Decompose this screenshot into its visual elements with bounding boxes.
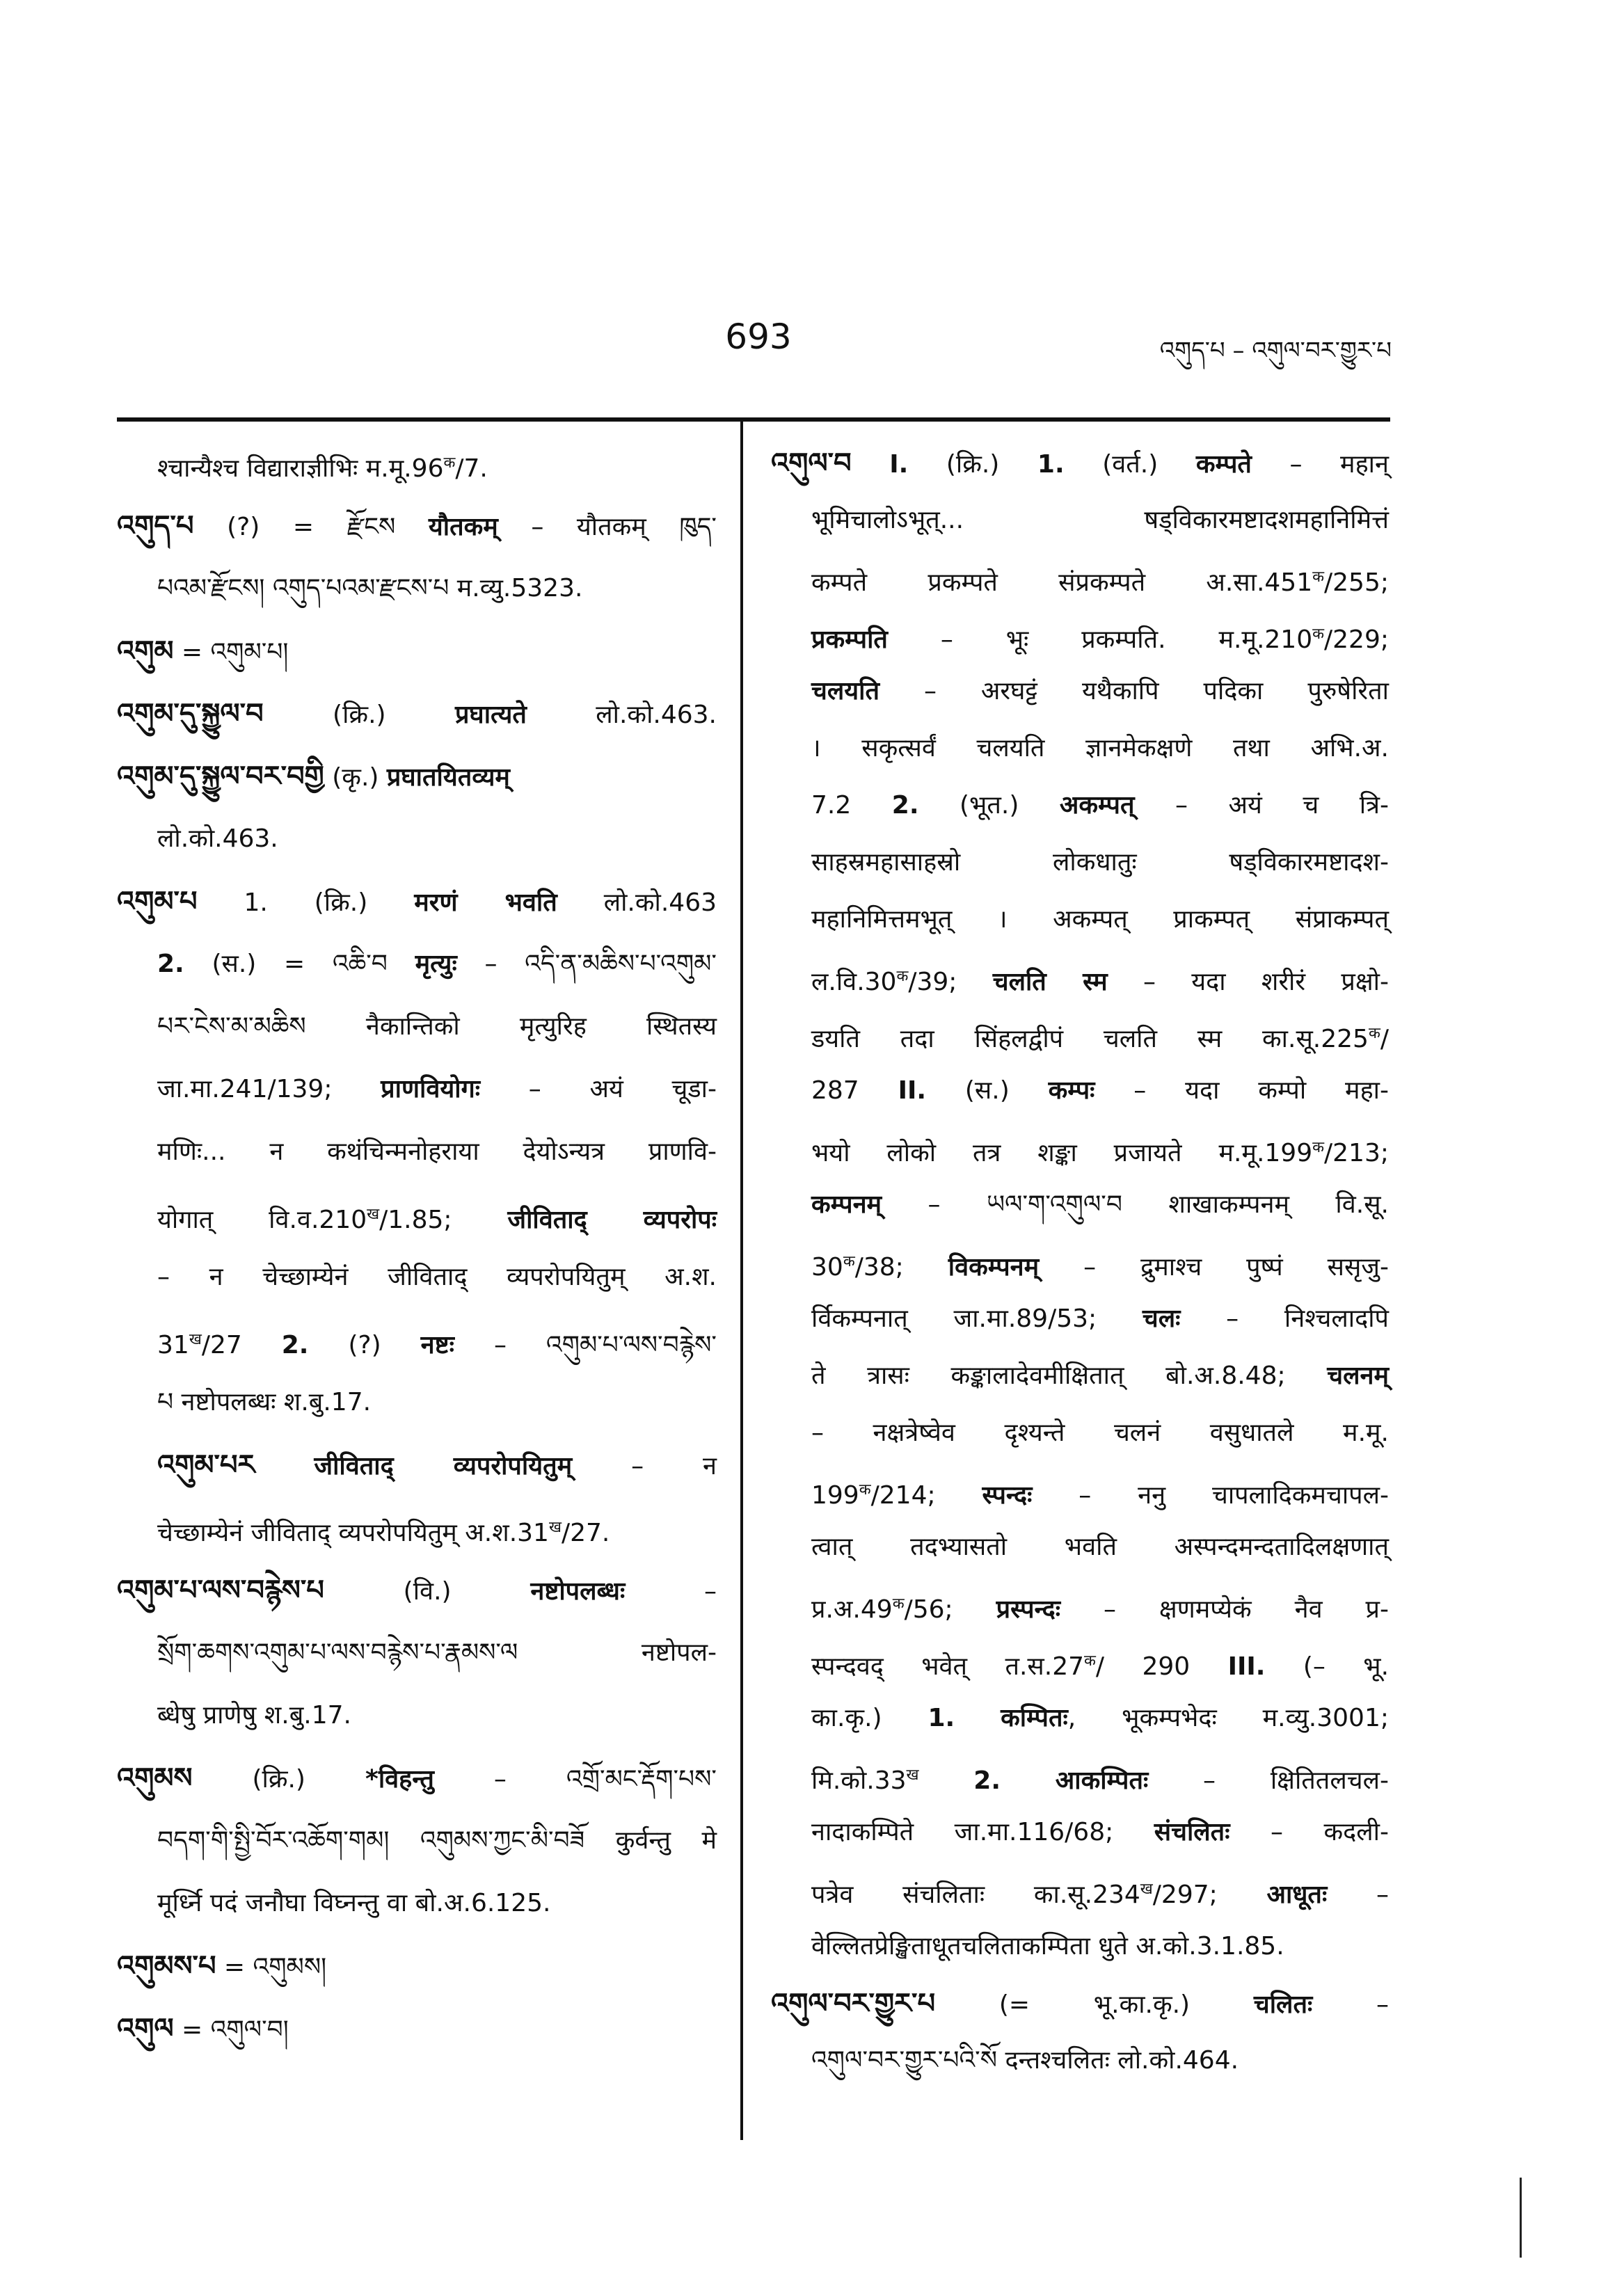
dictionary-entry-line <box>771 442 1389 500</box>
folio-side-superscript: क <box>1084 1652 1096 1670</box>
text-line <box>771 1698 1389 1755</box>
sanskrit-equivalent: चलति स्म <box>992 968 1108 996</box>
top-rule <box>117 417 1390 422</box>
text-line <box>771 1127 1389 1184</box>
line-text: 7.2 <box>811 791 892 820</box>
line-text: (क्रि.) <box>263 701 455 729</box>
line-text: – <box>625 1577 717 1606</box>
tibetan-headword: འགུམ་དུ་སྐྱུལ་བ <box>117 698 264 730</box>
line-text: – ननु चापलादिकमचापल- <box>1032 1481 1389 1510</box>
sanskrit-equivalent: 2. <box>157 950 184 978</box>
tibetan-headword: འགུལ <box>117 2013 174 2045</box>
folio-side-superscript: ख <box>189 1331 202 1348</box>
tibetan-headword: འགུལ་བ <box>771 447 852 479</box>
line-text: र्विकम्पनात् जा.मा.89/53; <box>811 1304 1143 1333</box>
dictionary-entry-line <box>117 881 717 943</box>
line-text: स्पन्दवद् भवेत् त.स.27 <box>811 1652 1085 1681</box>
text-line <box>771 728 1389 785</box>
line-text: 287 <box>811 1076 898 1105</box>
sanskrit-equivalent: 1. <box>928 1704 955 1732</box>
sanskrit-equivalent: अकम्पत् <box>1059 791 1135 820</box>
sanskrit-equivalent: चलः <box>1142 1304 1181 1333</box>
line-text: (वि.) <box>324 1577 531 1606</box>
line-text: ते त्रासः कङ्कालादेवमीक्षितात् बो.अ.8.48; <box>811 1362 1328 1390</box>
text-line <box>117 1820 717 1883</box>
line-text: /38; <box>854 1253 948 1282</box>
line-text: मणिः... न कथंचिन्मनोहराया देयोऽन्यत्र प्राणवि- <box>157 1137 717 1166</box>
line-text: – ཡལ་ག་འགུལ་བ शाखाकम्पनम् वि.सू. <box>882 1190 1389 1219</box>
line-text: नादाकम्पिते जा.मा.116/68; <box>811 1818 1154 1846</box>
tibetan-headword: འགུམ་པར <box>157 1449 255 1481</box>
sanskrit-equivalent: कम्पितः <box>1001 1704 1068 1732</box>
sanskrit-equivalent: प्रकम्पति <box>811 625 888 654</box>
line-text: – अयं चूडा- <box>480 1075 717 1103</box>
line-text: महानिमित्तमभूत् । अकम्पत् प्राकम्पत् संप्राकम्पत् <box>811 905 1389 934</box>
sanskrit-equivalent: प्रघात्यते <box>454 701 527 729</box>
sanskrit-equivalent: जीविताद् व्यपरोपयितुम् <box>314 1452 573 1480</box>
line-text: ल.वि.30 <box>811 968 897 996</box>
text-line <box>771 785 1389 842</box>
line-text <box>1001 1766 1056 1795</box>
tibetan-headword: འགུལ་བར་གྱུར་པ <box>771 1988 936 2020</box>
line-text: པར་ངེས་མ་མཆིས नैकान्तिको मृत्युरिह स्थितस्य <box>157 1012 717 1041</box>
line-text: /255; <box>1324 568 1389 597</box>
folio-side-superscript: ख <box>548 1519 562 1536</box>
line-text <box>255 1452 314 1480</box>
line-text: कम्पते प्रकम्पते संप्रकम्पते अ.सा.451 <box>811 568 1313 597</box>
folio-side-superscript: क <box>859 1481 871 1499</box>
folio-side-superscript: क <box>843 1253 855 1270</box>
sanskrit-equivalent: कम्पनम् <box>811 1190 882 1219</box>
text-line <box>771 1355 1389 1412</box>
text-line <box>117 1883 717 1945</box>
text-line <box>771 614 1389 671</box>
dictionary-entry-line <box>117 1570 717 1632</box>
text-line <box>117 1319 717 1382</box>
sanskrit-equivalent: 2. <box>973 1766 1001 1795</box>
text-line <box>117 1069 717 1131</box>
sanskrit-equivalent: संचलितः <box>1154 1818 1230 1846</box>
dictionary-entry-line <box>117 630 717 693</box>
line-text: – क्षितितलचल- <box>1148 1766 1389 1795</box>
line-text: – निश्चलादपि <box>1180 1304 1389 1333</box>
text-line <box>117 1444 717 1507</box>
line-text: – འདི་ན་མཆིས་པ་འགུམ་ <box>456 950 717 978</box>
line-text: /1.85; <box>379 1206 508 1234</box>
text-line <box>771 1926 1389 1983</box>
text-line <box>771 1298 1389 1355</box>
folio-side-superscript: क <box>1312 625 1325 643</box>
line-text: – न <box>572 1452 717 1480</box>
text-line <box>771 1869 1389 1926</box>
line-text: /39; <box>908 968 993 996</box>
tibetan-headword: འགུམས <box>117 1762 193 1794</box>
line-text: लो.को.463 <box>557 888 717 917</box>
text-line <box>117 1131 717 1194</box>
text-line <box>771 842 1389 899</box>
line-text: (स.) = འཆི་བ <box>184 950 415 978</box>
margin-mark <box>1520 2178 1522 2258</box>
running-head: འགུད་པ – འགུལ་བར་གྱུར་པ <box>1159 337 1392 365</box>
line-text: श्चान्यैश्च विद्याराज्ञीभिः म.मू.96 <box>157 454 444 483</box>
text-line <box>771 2040 1389 2097</box>
line-text: योगात् वि.व.210 <box>157 1206 367 1234</box>
sanskrit-equivalent: प्रघातयितव्यम् <box>386 763 510 792</box>
text-line <box>771 899 1389 956</box>
tibetan-headword: འགུམ་དུ་སྐྱུལ་བར་བགྱི <box>117 760 324 792</box>
line-text: भूमिचालोऽभूत्... षड्विकारमष्टादशमहानिमित्तं <box>811 506 1389 534</box>
line-text: སྲོག་ཆགས་འགུམ་པ་ལས་བརྙེས་པ་རྣམས་ལ नष्टोपल- <box>157 1638 717 1667</box>
sanskrit-equivalent: प्राणवियोगः <box>381 1075 481 1103</box>
line-text: लो.को.463. <box>157 824 278 853</box>
line-text: भयो लोको तत्र शङ्का प्रजायते म.मू.199 <box>811 1139 1313 1167</box>
line-text: (कृ.) <box>324 763 387 792</box>
line-text: – अयं च त्रि- <box>1134 791 1389 820</box>
line-text: मूर्ध्नि पदं जनौघा विघ्नन्तु वा बो.अ.6.125. <box>157 1889 551 1917</box>
line-text: /229; <box>1324 625 1389 654</box>
left-column <box>117 442 717 2070</box>
line-text: जा.मा.241/139; <box>157 1075 381 1103</box>
folio-side-superscript: क <box>1368 1025 1380 1042</box>
sanskrit-equivalent: स्पन्दः <box>982 1481 1033 1510</box>
text-line <box>117 1695 717 1757</box>
text-line <box>117 568 717 630</box>
sanskrit-equivalent: कम्पते <box>1195 450 1252 479</box>
dictionary-entry-line <box>117 505 717 568</box>
line-text: पत्रेव संचलिताः का.सू.234 <box>811 1881 1140 1909</box>
line-text: ब्धेषु प्राणेषु श.बु.17. <box>157 1701 351 1730</box>
line-text: – न चेच्छाम्येनं जीविताद् व्यपरोपयितुम् अ.श. <box>157 1263 717 1291</box>
text-line <box>771 1013 1389 1070</box>
line-text <box>955 1704 1001 1732</box>
text-line <box>117 1507 717 1570</box>
line-text: 199 <box>811 1481 859 1510</box>
line-text: साहस्रमहासाहस्रो लोकधातुः षड्विकारमष्टादश- <box>811 848 1389 877</box>
text-line <box>771 1241 1389 1298</box>
line-text: – द्रुमाश्च पुष्पं ससृजु- <box>1039 1253 1390 1282</box>
dictionary-entry-line <box>117 693 717 756</box>
text-line <box>771 671 1389 728</box>
line-text: = འགུམས། <box>216 1953 327 1981</box>
line-text: /214; <box>870 1481 982 1510</box>
sanskrit-equivalent: आधूतः <box>1266 1881 1328 1909</box>
dictionary-entry-line <box>117 1757 717 1820</box>
sanskrit-equivalent: 2. <box>281 1331 309 1359</box>
sanskrit-equivalent: III. <box>1227 1652 1266 1681</box>
line-text <box>919 1766 974 1795</box>
text-line <box>771 1469 1389 1526</box>
text-line <box>771 1812 1389 1869</box>
line-text: = འགུལ་བ། <box>173 2015 289 2044</box>
folio-side-superscript: क <box>1312 568 1325 586</box>
line-text: का.कृ.) <box>811 1704 928 1732</box>
line-text: (क्रि.) <box>192 1765 365 1794</box>
line-text: (वर्त.) <box>1064 450 1196 479</box>
folio-side-superscript: ख <box>1140 1881 1153 1898</box>
sanskrit-equivalent: यौतकम् <box>428 513 498 541</box>
sanskrit-equivalent: *विहन्तु <box>365 1765 434 1794</box>
sanskrit-equivalent: I. <box>889 450 909 479</box>
text-line <box>117 1382 717 1444</box>
text-line <box>771 1755 1389 1812</box>
line-text: (क्रि.) <box>908 450 1037 479</box>
line-text: པ नष्टोपलब्धः श.बु.17. <box>157 1388 372 1416</box>
line-text: (स.) <box>926 1076 1049 1105</box>
sanskrit-equivalent: नष्टोपलब्धः <box>530 1577 626 1606</box>
sanskrit-equivalent: मृत्युः <box>415 950 457 978</box>
text-line <box>771 1526 1389 1583</box>
sanskrit-equivalent: II. <box>898 1076 927 1105</box>
line-text: /27 <box>201 1331 282 1359</box>
column-divider <box>740 420 743 2140</box>
text-line <box>117 442 717 505</box>
sanskrit-equivalent: आकम्पितः <box>1055 1766 1149 1795</box>
text-line <box>117 1194 717 1256</box>
line-text: (– भू. <box>1265 1652 1390 1681</box>
text-line <box>771 1184 1389 1241</box>
text-line <box>771 1641 1389 1698</box>
text-line <box>771 1583 1389 1641</box>
line-text: = འགུམ་པ། <box>173 638 289 666</box>
folio-side-superscript: क <box>1312 1139 1325 1156</box>
folio-side-superscript: ख <box>906 1766 919 1784</box>
sanskrit-equivalent: कम्पः <box>1048 1076 1095 1105</box>
line-text: /27. <box>561 1519 610 1547</box>
folio-side-superscript: क <box>443 454 456 472</box>
sanskrit-equivalent: नष्टः <box>420 1331 454 1359</box>
line-text: པའམ་རྫོངས། འགུད་པའམ་རྫངས་པ म.व्यु.5323. <box>157 574 583 602</box>
line-text: – འགྲོ་མང་རྡོག་པས་ <box>433 1765 717 1794</box>
line-text: 31 <box>157 1331 189 1359</box>
line-text: /213; <box>1324 1139 1389 1167</box>
text-line <box>771 557 1389 614</box>
line-text: (भूत.) <box>918 791 1060 820</box>
text-line <box>117 1006 717 1069</box>
dictionary-entry-line <box>117 756 717 818</box>
text-line <box>117 1256 717 1319</box>
line-text: (= भू.का.कृ.) <box>935 1990 1254 2019</box>
dictionary-entry-line <box>771 1983 1389 2040</box>
line-text: मि.को.33 <box>811 1766 907 1795</box>
tibetan-headword: འགུད་པ <box>117 510 194 542</box>
sanskrit-equivalent: प्रस्पन्दः <box>996 1595 1061 1624</box>
line-text: – यौतकम् ཁུད་ <box>497 513 717 541</box>
line-text: – नक्षत्रेष्वेव दृश्यन्ते चलनं वसुधातले म.मू. <box>811 1419 1389 1447</box>
sanskrit-equivalent: चलितः <box>1253 1990 1313 2019</box>
line-text: བདག་གི་སྤྱི་བོར་འཆོག་གམ། འགུམས་ཀྱང་མི་བཟོ कुर्वन्तु मे <box>157 1826 717 1855</box>
line-text: /297; <box>1152 1881 1267 1909</box>
folio-side-superscript: क <box>892 1595 905 1613</box>
line-text: – कदली- <box>1229 1818 1389 1846</box>
text-line <box>117 818 717 881</box>
line-text: – यदा शरीरं प्रक्षो- <box>1107 968 1389 996</box>
folio-side-superscript: ख <box>367 1206 380 1223</box>
line-text: । सकृत्सर्वं चलयति ज्ञानमेकक्षणे तथा अभि.अ. <box>811 734 1389 763</box>
line-text: – <box>1312 1990 1389 2019</box>
line-text: འགུལ་བར་གྱུར་པའི་སོ दन्तश्चलितः लो.को.464. <box>811 2046 1239 2075</box>
text-line <box>771 500 1389 557</box>
text-line <box>771 1412 1389 1469</box>
text-line <box>771 1070 1389 1127</box>
sanskrit-equivalent: 2. <box>891 791 919 820</box>
line-text: – भूः प्रकम्पति. म.मू.210 <box>887 625 1313 654</box>
line-text: – འགུམ་པ་ལས་བརྙེས་ <box>454 1331 717 1359</box>
right-column <box>771 442 1389 2097</box>
tibetan-headword: འགུམ <box>117 635 174 667</box>
sanskrit-equivalent: चलनम् <box>1327 1362 1389 1390</box>
dictionary-entry-line <box>117 2008 717 2070</box>
line-text: लो.को.463. <box>526 701 717 729</box>
dictionary-entry-line <box>117 1945 717 2008</box>
tibetan-headword: འགུམ་པ་ལས་བརྙེས་པ <box>117 1574 324 1606</box>
line-text: 1. (क्रि.) <box>197 888 415 917</box>
line-text: 30 <box>811 1253 843 1282</box>
line-text: / 290 <box>1095 1652 1228 1681</box>
page-number: 693 <box>725 317 792 357</box>
line-text: वेल्लितप्रेङ्खिताधूतचलिताकम्पिता धुते अ.को.3.1.85. <box>811 1932 1284 1961</box>
line-text: / <box>1380 1025 1389 1053</box>
tibetan-headword: འགུམ་པ <box>117 886 198 918</box>
sanskrit-equivalent: 1. <box>1037 450 1065 479</box>
line-text: – अरघट्टं यथैकापि पदिका पुरुषेरिता <box>879 677 1389 705</box>
sanskrit-equivalent: विकम्पनम् <box>948 1253 1040 1282</box>
line-text: /7. <box>455 454 488 483</box>
line-text: – <box>1327 1881 1389 1909</box>
text-line <box>117 1632 717 1695</box>
line-text: – महान् <box>1251 450 1389 479</box>
line-text: , भूकम्पभेदः म.व्यु.3001; <box>1067 1704 1389 1732</box>
sanskrit-equivalent: जीविताद् व्यपरोपः <box>507 1206 717 1234</box>
line-text: – क्षणमप्येकं नैव प्र- <box>1060 1595 1390 1624</box>
line-text: डयति तदा सिंहलद्वीपं चलति स्म का.सू.225 <box>811 1025 1369 1053</box>
line-text: त्वात् तदभ्यासतो भवति अस्पन्दमन्दतादिलक्षणात् <box>811 1533 1389 1561</box>
text-line <box>771 956 1389 1013</box>
line-text <box>852 450 890 479</box>
text-line <box>117 943 717 1006</box>
line-text: प्र.अ.49 <box>811 1595 893 1624</box>
line-text: (?) = རྫོངས <box>193 513 429 541</box>
line-text: – यदा कम्पो महा- <box>1094 1076 1389 1105</box>
tibetan-headword: འགུམས་པ <box>117 1950 216 1982</box>
line-text: (?) <box>308 1331 421 1359</box>
line-text: चेच्छाम्येनं जीविताद् व्यपरोपयितुम् अ.श.31 <box>157 1519 549 1547</box>
line-text: /56; <box>904 1595 996 1624</box>
sanskrit-equivalent: मरणं भवति <box>414 888 557 917</box>
sanskrit-equivalent: चलयति <box>811 677 879 705</box>
folio-side-superscript: क <box>896 968 909 985</box>
